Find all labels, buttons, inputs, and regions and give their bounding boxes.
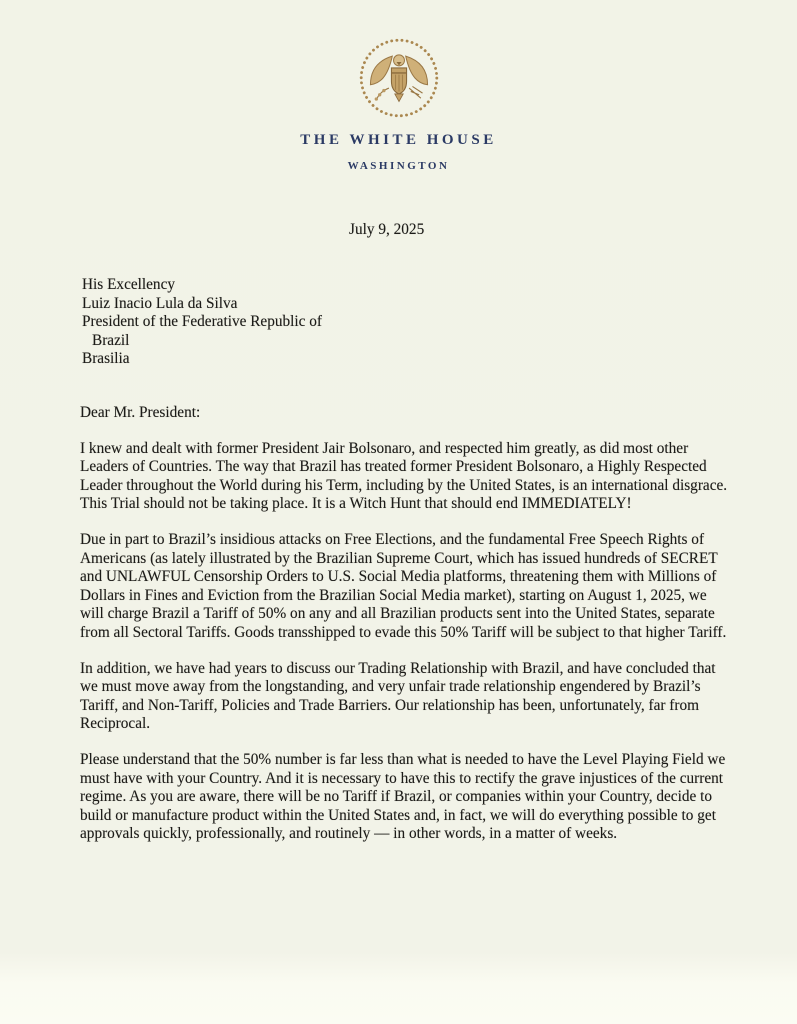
recipient-line: His Excellency: [82, 276, 176, 293]
salutation: Dear Mr. President:: [80, 404, 201, 421]
letter-body: [80, 404, 734, 861]
paragraph-level-playing-field: Please understand that the 50% number is far less than what is needed to have the Level Playing Field we must have with your Country. And it is necessary to have this to rectify the grave injustices of the current regime. As you are aware, there will be no Tariff if Brazil, or companies within your Country, decide to build or manufacture product within the United States and, in fact, we will do everything possible to get approvals quickly, professionally, and routinely — in other words, in a matter of weeks.: [80, 750, 726, 843]
recipient-address: [82, 276, 322, 369]
recipient-line: Luiz Inacio Lula da Silva: [82, 294, 238, 312]
letterhead-seal: [0, 36, 797, 120]
letterhead-organization: THE WHITE HOUSE: [300, 132, 497, 148]
letter-date: July 9, 2025: [349, 221, 425, 238]
paragraph-trade-relationship: In addition, we have had years to discuss our Trading Relationship with Brazil, and have concluded that we must move away from the longstanding, and very unfair trade relationship engendered by Brazil’s Tariff, and Non-Tariff, Policies and Trade Barriers. Our relationship has been, unfortunately, far from Reciprocal.: [80, 659, 716, 733]
presidential-seal-icon: [357, 36, 441, 120]
recipient-line: President of the Federative Republic of: [82, 313, 323, 331]
paragraph-bolsonaro: I knew and dealt with former President Jair Bolsonaro, and respected him greatly, as did most other Leaders of Countries. The way that Brazil has treated former President Bolsonaro, a Highly Respected Leader throughout the World during his Term, including by the United States, is an international disgrace. This Trial should not be taking place. It is a Witch Hunt that should end IMMEDIATELY!: [80, 439, 728, 513]
paragraph-tariff-announcement: Due in part to Brazil’s insidious attacks on Free Elections, and the fundamental Free Speech Rights of Americans (as lately illustrated by the Brazilian Supreme Court, which has issued hundreds of SECRET and UNLAWFUL Censorship Orders to U.S. Social Media platforms, threatening them with Millions of Dollars in Fines and Eviction from the Brazilian Social Media market), starting on August 1, 2025, we will charge Brazil a Tariff of 50% on any and all Brazilian products sent into the United States, separate from all Sectoral Tariffs. Goods transshipped to evade this 50% Tariff will be subject to that higher Tariff.: [80, 530, 727, 641]
recipient-line: Brazil: [92, 331, 130, 349]
letterhead-location: WASHINGTON: [347, 160, 450, 172]
recipient-line: Brasilia: [82, 350, 130, 368]
